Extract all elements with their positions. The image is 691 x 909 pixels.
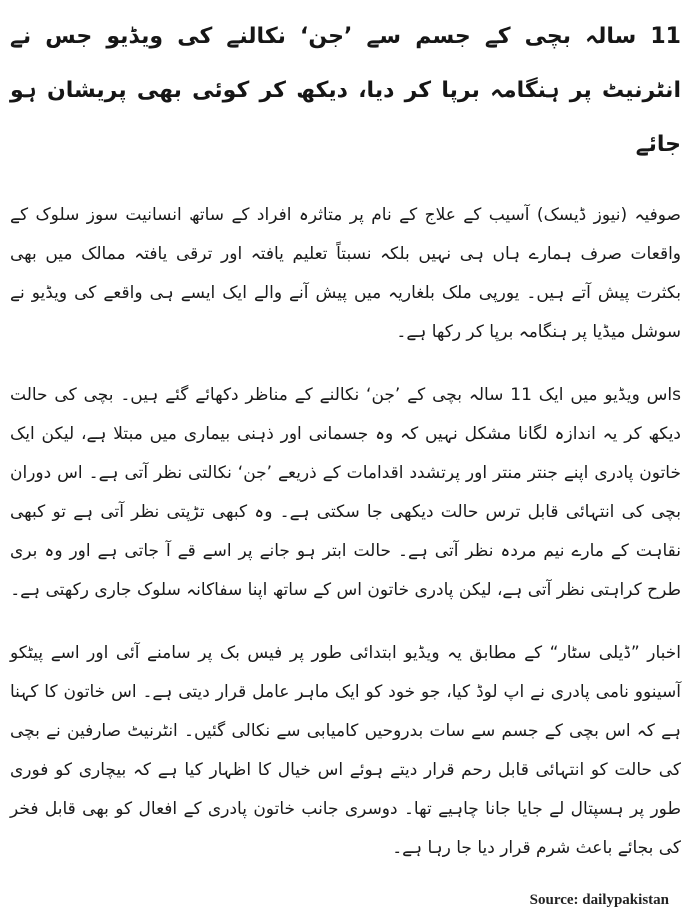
article-paragraph-intro: صوفیہ (نیوز ڈیسک) آسیب کے علاج کے نام پر متاثرہ افراد کے ساتھ انسانیت سوز سلوک کے واقعات صرف ہمارے ہاں ہی نہیں بلکہ نسبتاً تعلیم یافتہ اور ترقی یافتہ ممالک میں بھی بکثرت پیش آتے ہیں۔ یورپی ملک بلغاریہ میں پیش آنے والے ایک ایسے ہی واقعے کی ویڈیو نے سوشل میڈیا پر ہنگامہ برپا کر رکھا ہے۔: [10, 205, 681, 342]
article-paragraph-source-details: اخبار ”ڈیلی سٹار“ کے مطابق یہ ویڈیو ابتدائی طور پر فیس بک پر سامنے آئی اور اسے پیٹکو آسینوو نامی پادری نے اپ لوڈ کیا، جو خود کو ایک ماہر عامل قرار دیتی ہے۔ اس خاتون کا کہنا ہے کہ اس بچی کے جسم سے سات بدروحیں کامیابی سے نکالی گئیں۔ انٹرنیٹ صارفین نے بچی کی حالت کو انتہائی قابل رحم قرار دیتے ہوئے اس خیال کا اظہار کیا ہے کہ بیچاری کو فوری طور پر ہسپتال لے جایا جانا چاہیے تھا۔ دوسری جانب خاتون پادری کے افعال کو بھی قابل فخر کی بجائے باعث شرم قرار دیا جا رہا ہے۔: [10, 643, 681, 858]
article-headline: 11 سالہ بچی کے جسم سے ’جن‘ نکالنے کی ویڈیو جس نے انٹرنیٹ پر ہنگامہ برپا کر دیا، دیکھ کر کوئی بھی پریشان ہو جائے: [10, 24, 681, 157]
source-credit: Source: dailypakistan: [529, 892, 669, 908]
article-paragraph-video-description: sاس ویڈیو میں ایک 11 سالہ بچی کے ’جن‘ نکالنے کے مناظر دکھائے گئے ہیں۔ بچی کی حالت دیکھ کر یہ اندازہ لگانا مشکل نہیں کہ وہ جسمانی اور ذہنی بیماری میں مبتلا ہے، لیکن ایک خاتون پادری اپنے جنتر منتر اور پرتشدد اقدامات کے ذریعے ’جن‘ نکالتی نظر آتی ہے۔ اس دوران بچی کی انتہائی قابل ترس حالت دیکھی جا سکتی ہے۔ وہ کبھی تڑپتی نظر آتی ہے تو کبھی نقاہت کے مارے نیم مردہ نظر آتی ہے۔ حالت ابتر ہو جانے پر اسے قے آ جاتی ہے اور وہ بری طرح کراہتی نظر آتی ہے، لیکن پادری خاتون اس کے ساتھ اپنا سفاکانہ سلوک جاری رکھتی ہے۔: [10, 385, 681, 600]
